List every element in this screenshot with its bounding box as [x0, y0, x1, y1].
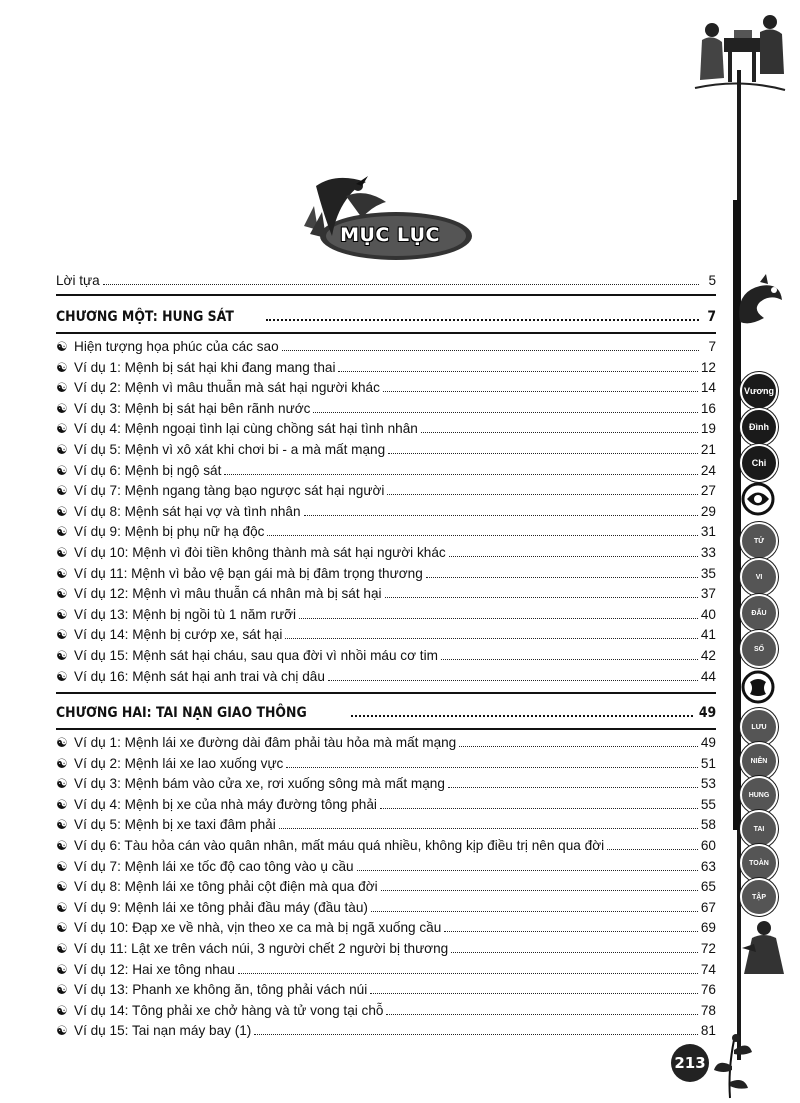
page-ref: 69	[700, 920, 716, 936]
page-ref: 19	[700, 421, 716, 437]
page-ref: 63	[700, 858, 716, 874]
toc-entry[interactable]	[56, 480, 716, 500]
toc-entry[interactable]	[56, 1000, 716, 1020]
toc-entry[interactable]	[56, 645, 716, 665]
page-ref: 41	[700, 627, 716, 643]
yin-yang-icon: ☯	[56, 796, 68, 812]
yin-yang-icon: ☯	[56, 339, 68, 354]
page-ref: 21	[700, 442, 716, 457]
dot-leader	[103, 284, 699, 285]
sage-figure-icon	[734, 918, 794, 978]
entry-label: Ví dụ 8: Mệnh lái xe tông phải cột điện mà qua đời	[74, 879, 378, 895]
yin-yang-icon: ☯	[56, 442, 68, 457]
dot-leader	[351, 715, 693, 717]
yin-yang-icon: ☯	[56, 586, 68, 602]
entry-label: Ví dụ 14: Mệnh bị cướp xe, sát hại	[74, 627, 283, 643]
entry-label: Ví dụ 2: Mệnh vì mâu thuẫn mà sát hại người khác	[74, 380, 380, 396]
yin-yang-icon: ☯	[56, 879, 68, 895]
dot-leader	[459, 746, 698, 747]
page-ref: 40	[700, 606, 716, 622]
page-ref: 51	[700, 755, 716, 771]
entry-label: Ví dụ 13: Phanh xe không ăn, tông phải vách núi	[74, 982, 368, 998]
yin-yang-icon: ☯	[56, 462, 68, 478]
yin-yang-icon: ☯	[56, 380, 68, 396]
toc-entry[interactable]	[56, 439, 716, 459]
section-divider	[56, 692, 716, 694]
dot-leader	[285, 638, 697, 639]
dot-leader	[441, 659, 698, 660]
emblem-icon	[741, 482, 775, 516]
yin-yang-icon: ☯	[56, 941, 68, 956]
page-ref: 49	[698, 705, 716, 721]
sidebar-circle-toan: TOÀN	[740, 844, 778, 882]
toc-entry[interactable]	[56, 1020, 716, 1040]
page-ref: 67	[700, 899, 716, 915]
yin-yang-icon: ☯	[56, 1002, 68, 1018]
coin-emblem-icon	[741, 670, 775, 704]
entry-label: Ví dụ 9: Mệnh lái xe tông phải đầu máy (đầu tàu)	[74, 899, 368, 915]
toc-entry[interactable]	[56, 563, 716, 583]
yin-yang-icon: ☯	[56, 920, 68, 936]
toc-entry[interactable]	[56, 521, 716, 541]
yin-yang-icon: ☯	[56, 400, 68, 416]
dot-leader	[266, 319, 699, 321]
flower-icon	[700, 1030, 760, 1100]
entry-label: Ví dụ 12: Mệnh vì mâu thuẫn cá nhân mà bị sát hại	[74, 586, 382, 602]
section-divider	[56, 332, 716, 334]
dot-leader	[444, 931, 698, 932]
sidebar-circle-vi: VI	[740, 558, 778, 596]
sidebar-circle-chi: Chi	[740, 444, 778, 482]
toc-entry[interactable]	[56, 938, 716, 958]
dot-leader	[451, 952, 698, 953]
dot-leader	[383, 391, 698, 392]
yin-yang-icon: ☯	[56, 755, 68, 771]
dot-leader	[304, 515, 698, 516]
sidebar-circle-so: SỐ	[740, 630, 778, 668]
dot-leader	[267, 535, 697, 536]
toc-entry[interactable]	[56, 460, 716, 480]
sidebar-circle-vuong: Vương	[740, 372, 778, 410]
dot-leader	[224, 474, 698, 475]
page-ref: 33	[700, 545, 716, 560]
dot-leader	[386, 1014, 697, 1015]
chapter-heading[interactable]	[56, 306, 716, 326]
chapter-title: CHƯƠNG MỘT: HUNG SÁT	[56, 309, 234, 325]
dragon-icon	[730, 272, 790, 332]
toc-entry[interactable]	[56, 398, 716, 418]
yin-yang-icon: ☯	[56, 545, 68, 560]
toc-entry[interactable]	[56, 624, 716, 644]
page-ref: 49	[700, 735, 716, 750]
dot-leader	[449, 556, 698, 557]
page-ref: 65	[700, 879, 716, 895]
toc-entry[interactable]	[56, 336, 716, 356]
sidebar-circle-nien: NIÊN	[740, 742, 778, 780]
sidebar-circle-luu: LƯU	[740, 708, 778, 746]
sidebar-circle-tai: TAI	[740, 810, 778, 848]
dot-leader	[282, 350, 699, 351]
entry-label: Ví dụ 7: Mệnh lái xe tốc độ cao tông vào ụ cầu	[74, 858, 354, 874]
page-ref: 42	[700, 648, 716, 663]
entry-label: Ví dụ 5: Mệnh bị xe taxi đâm phải	[74, 817, 276, 833]
toc-entry[interactable]	[56, 917, 716, 937]
chapter-title: CHƯƠNG HAI: TAI NẠN GIAO THÔNG	[56, 705, 307, 721]
dot-leader	[299, 618, 698, 619]
toc-entry[interactable]	[56, 501, 716, 521]
dot-leader	[238, 973, 698, 974]
yin-yang-icon: ☯	[56, 421, 68, 437]
toc-entry[interactable]	[56, 876, 716, 896]
entry-label: Ví dụ 9: Mệnh bị phụ nữ hạ độc	[74, 524, 265, 540]
dot-leader	[286, 767, 698, 768]
dot-leader	[607, 849, 698, 850]
page-ref: 29	[700, 503, 716, 519]
entry-label: Ví dụ 4: Mệnh bị xe của nhà máy đường tông phải	[74, 796, 377, 812]
yin-yang-icon: ☯	[56, 817, 68, 833]
toc-entry[interactable]	[56, 753, 716, 773]
entry-label: Ví dụ 2: Mệnh lái xe lao xuống vực	[74, 755, 284, 771]
toc-entry[interactable]	[56, 979, 716, 999]
toc-entry[interactable]	[56, 773, 716, 793]
page-ref: 53	[700, 776, 716, 792]
yin-yang-icon: ☯	[56, 359, 68, 375]
entry-label: Ví dụ 10: Đạp xe về nhà, vịn theo xe ca mà bị ngã xuống cầu	[74, 920, 442, 936]
section-divider	[56, 728, 716, 730]
yin-yang-icon: ☯	[56, 503, 68, 519]
sidebar-circle-tap: TẬP	[740, 878, 778, 916]
toc-entry[interactable]	[56, 357, 716, 377]
entry-label: Ví dụ 14: Tông phải xe chở hàng và tử vong tại chỗ	[74, 1002, 384, 1018]
yin-yang-icon: ☯	[56, 483, 68, 499]
yin-yang-icon: ☯	[56, 1023, 68, 1039]
entry-label: Ví dụ 10: Mệnh vì đòi tiền không thành mà sát hại người khác	[74, 545, 446, 560]
page-ref: 55	[700, 796, 716, 812]
yin-yang-icon: ☯	[56, 668, 68, 684]
yin-yang-icon: ☯	[56, 735, 68, 750]
entry-label: Ví dụ 3: Mệnh bám vào cửa xe, rơi xuống sông mà mất mạng	[74, 776, 445, 792]
dot-leader	[387, 494, 698, 495]
chapter-heading[interactable]	[56, 702, 716, 722]
page-ref: 5	[708, 273, 716, 288]
dot-leader	[371, 911, 698, 912]
entry-label: Ví dụ 12: Hai xe tông nhau	[74, 961, 235, 977]
yin-yang-icon: ☯	[56, 648, 68, 663]
entry-label: Ví dụ 15: Mệnh sát hại cháu, sau qua đời vì nhồi máu cơ tim	[74, 648, 438, 663]
toc-entry[interactable]	[56, 794, 716, 814]
entry-label: Ví dụ 1: Mệnh lái xe đường dài đâm phải tàu hỏa mà mất mạng	[74, 735, 457, 750]
yin-yang-icon: ☯	[56, 899, 68, 915]
toc-entry[interactable]	[56, 666, 716, 686]
yin-yang-icon: ☯	[56, 627, 68, 643]
page-ref: 37	[700, 586, 716, 602]
entry-label: Ví dụ 4: Mệnh ngoại tình lại cùng chồng sát hại tình nhân	[74, 421, 418, 437]
dot-leader	[254, 1034, 698, 1035]
crane-title-graphic	[296, 166, 474, 266]
yin-yang-icon: ☯	[56, 982, 68, 998]
entry-label: Lời tựa	[56, 273, 100, 288]
sidebar-circle-tu: TỬ	[740, 522, 778, 560]
toc-entry[interactable]	[56, 814, 716, 834]
page-ref: 72	[700, 941, 716, 956]
entry-label: Ví dụ 15: Tai nạn máy bay (1)	[74, 1023, 252, 1039]
dot-leader	[380, 808, 698, 809]
page-ref: 76	[700, 982, 716, 998]
page-ref: 58	[700, 817, 716, 833]
dot-leader	[381, 890, 698, 891]
toc-entry[interactable]	[56, 604, 716, 624]
toc-entry[interactable]	[56, 732, 716, 752]
dot-leader	[426, 577, 698, 578]
page-ref: 24	[700, 462, 716, 478]
page-ref: 78	[700, 1002, 716, 1018]
toc-preface[interactable]	[56, 270, 716, 290]
page-ref: 7	[707, 309, 716, 325]
toc-entry[interactable]	[56, 959, 716, 979]
entry-label: Ví dụ 11: Lật xe trên vách núi, 3 người chết 2 người bị thương	[74, 941, 449, 956]
entry-label: Ví dụ 7: Mệnh ngang tàng bạo ngược sát hại người	[74, 483, 385, 499]
yin-yang-icon: ☯	[56, 858, 68, 874]
page-ref: 35	[700, 565, 716, 581]
toc-entry[interactable]	[56, 835, 716, 855]
yin-yang-icon: ☯	[56, 565, 68, 581]
dot-leader	[370, 993, 698, 994]
page-ref: 12	[700, 359, 716, 375]
page-ref: 81	[700, 1023, 716, 1039]
dot-leader	[448, 787, 698, 788]
page-ref: 31	[700, 524, 716, 540]
page-ref: 60	[700, 838, 716, 853]
yin-yang-icon: ☯	[56, 776, 68, 792]
entry-label: Ví dụ 11: Mệnh vì bảo vệ bạn gái mà bị đâm trọng thương	[74, 565, 423, 581]
yin-yang-icon: ☯	[56, 961, 68, 977]
entry-label: Ví dụ 1: Mệnh bị sát hại khi đang mang thai	[74, 359, 336, 375]
yin-yang-icon: ☯	[56, 838, 68, 853]
toc-entry[interactable]	[56, 418, 716, 438]
entry-label: Ví dụ 5: Mệnh vì xô xát khi chơi bi - a mà mất mạng	[74, 442, 386, 457]
yin-yang-icon: ☯	[56, 606, 68, 622]
page-ref: 74	[700, 961, 716, 977]
dot-leader	[421, 432, 698, 433]
entry-label: Hiện tượng họa phúc của các sao	[74, 339, 279, 354]
sidebar-circle-dau: ĐẨU	[740, 594, 778, 632]
dot-leader	[388, 453, 698, 454]
dot-leader	[279, 828, 698, 829]
dot-leader	[328, 680, 698, 681]
toc-entry[interactable]	[56, 377, 716, 397]
page-ref: 44	[700, 668, 716, 684]
dot-leader	[313, 412, 697, 413]
sidebar-circle-dinh: Đình	[740, 408, 778, 446]
dot-leader	[338, 371, 697, 372]
sidebar-circle-hung: HUNG	[740, 776, 778, 814]
toc-entry[interactable]	[56, 542, 716, 562]
entry-label: Ví dụ 8: Mệnh sát hại vợ và tình nhân	[74, 503, 301, 519]
entry-label: Ví dụ 16: Mệnh sát hại anh trai và chị dâu	[74, 668, 325, 684]
page-ref: 7	[708, 339, 716, 354]
toc-entry[interactable]	[56, 856, 716, 876]
page-title: MỤC LỤC	[340, 224, 440, 246]
entry-label: Ví dụ 6: Mệnh bị ngộ sát	[74, 462, 222, 478]
entry-label: Ví dụ 13: Mệnh bị ngồi tù 1 năm rưỡi	[74, 606, 297, 622]
page-ref: 14	[700, 380, 716, 396]
dot-leader	[357, 870, 698, 871]
page-number: 213	[671, 1044, 709, 1082]
entry-label: Ví dụ 3: Mệnh bị sát hại bên rãnh nước	[74, 400, 311, 416]
entry-label: Ví dụ 6: Tàu hỏa cán vào quân nhân, mất máu quá nhiều, không kịp điều trị nên qua đời	[74, 838, 605, 853]
toc-entry[interactable]	[56, 897, 716, 917]
page-ref: 27	[700, 483, 716, 499]
page-ref: 16	[700, 400, 716, 416]
yin-yang-icon: ☯	[56, 524, 68, 540]
toc-entry[interactable]	[56, 583, 716, 603]
section-divider	[56, 294, 716, 296]
dot-leader	[385, 597, 698, 598]
